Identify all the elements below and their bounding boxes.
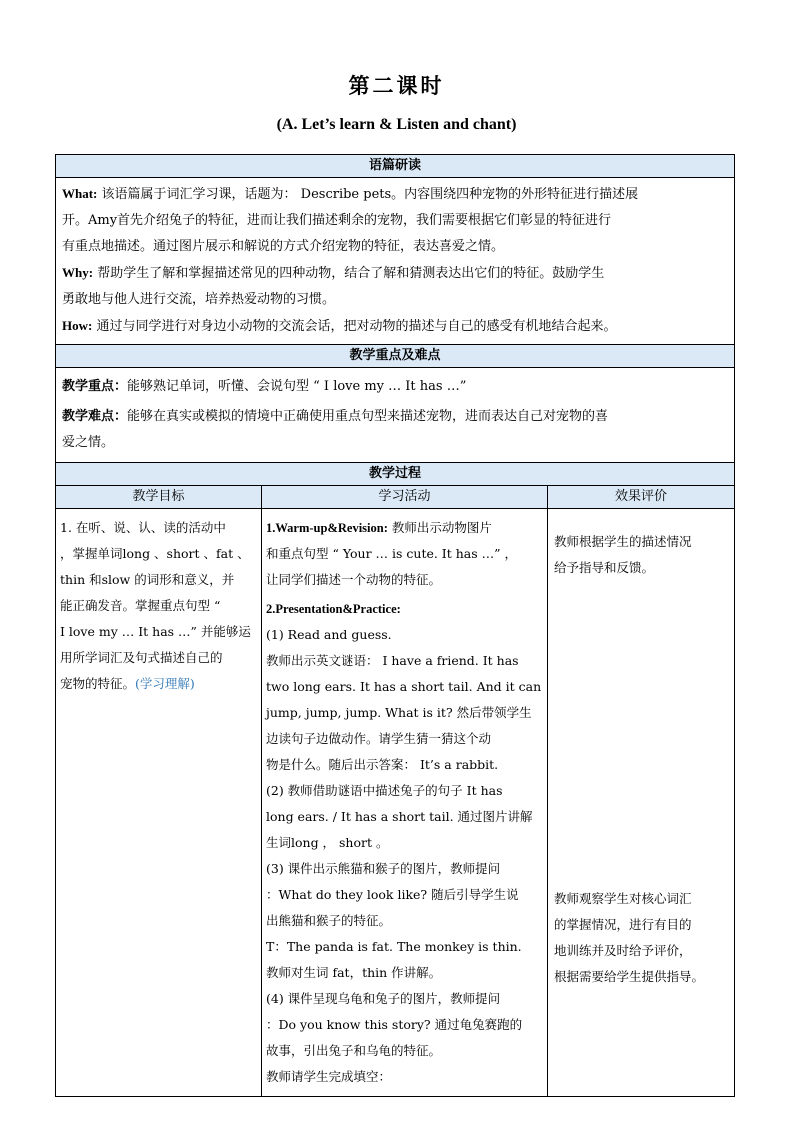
section-heading-process: 教学过程 (56, 463, 735, 486)
column-header-eval: 效果评价 (548, 486, 735, 509)
focus-row (56, 368, 735, 463)
goal-tag: (学习理解) (135, 676, 195, 691)
why-label: Why: (62, 265, 94, 280)
activity-line: jump, jump, jump. What is it? 然后带领学生 (266, 705, 532, 720)
activity-line: (3) 课件出示熊猫和猴子的图片，教师提问 (266, 861, 501, 876)
eval-line: 给予指导和反馈。 (554, 560, 655, 575)
goal-line: 用所学词汇及句式描述自己的 (60, 650, 223, 665)
presentation-label: 2.Presentation&Practice: (266, 602, 401, 616)
what-text-line: 该语篇属于词汇学习课，话题为： Describe pets。内容围绕四种宠物的外形特征进行描述展 (97, 187, 639, 202)
goal-line: 1. 在听、说、认、读的活动中 (60, 520, 226, 535)
activity-line: ：What do they look like? 随后引导学生说 (266, 887, 519, 902)
difficulty-paragraph (62, 404, 728, 430)
activity-line: (4) 课件呈现乌龟和兔子的图片，教师提问 (266, 991, 501, 1006)
column-header-goal: 教学目标 (56, 486, 262, 509)
page-subtitle: (A. Let’s learn & Listen and chant) (276, 116, 517, 133)
eval-line: 的掌握情况，进行有目的 (554, 917, 692, 932)
activity-line: (2) 教师借助谜语中描述兔子的句子 It has (266, 783, 503, 798)
goal-cell (56, 509, 262, 1097)
activity-line: long ears. / It has a short tail. 通过图片讲解 (266, 809, 533, 824)
activity-cell (262, 509, 548, 1097)
eval-line: 根据需要给学生提供指导。 (554, 969, 705, 984)
focus-text: 能够熟记单词，听懂、会说句型 “ I love my … It has …” (127, 379, 467, 394)
warmup-text: 让同学们描述一个动物的特征。 (266, 572, 442, 587)
focus-label: 教学重点： (62, 379, 128, 394)
text-study-row (56, 178, 735, 345)
activity-line: (1) Read and guess. (266, 627, 392, 642)
activity-line: 教师对生词 fat，thin 作讲解。 (266, 965, 442, 980)
eval-block-1 (554, 529, 731, 581)
eval-line: 教师观察学生对核心词汇 (554, 891, 692, 906)
activity-line: 物是什么。随后出示答案： It’s a rabbit. (266, 757, 499, 772)
goal-line: thin 和slow 的词形和意义，并 (60, 572, 235, 587)
activity-line: ：Do you know this story? 通过龟兔赛跑的 (266, 1017, 523, 1032)
section-heading-text-study: 语篇研读 (56, 155, 735, 178)
goal-line: I love my … It has …” 并能够运 (60, 624, 251, 639)
why-text-line: 帮助学生了解和掌握描述常见的四种动物，结合了解和猜测表达出它们的特征。鼓励学生 (93, 266, 605, 281)
warmup-label: 1.Warm-up&Revision: (266, 521, 388, 535)
focus-content (56, 368, 735, 463)
eval-cell (548, 509, 735, 1097)
activity-line: 边读句子边做动作。请学生猜一猜这个动 (266, 731, 492, 746)
section-header-row (56, 345, 735, 368)
section-heading-focus: 教学重点及难点 (56, 345, 735, 368)
page-title: 第二课时 (348, 73, 445, 98)
activity-line: 出熊猫和猴子的特征。 (266, 913, 392, 928)
why-paragraph (62, 260, 728, 287)
warmup-text: 教师出示动物图片 (387, 520, 492, 535)
section-header-row (56, 155, 735, 178)
what-paragraph (62, 181, 728, 208)
goal-last-text: 宠物的特征。 (60, 676, 136, 691)
section-header-row (56, 463, 735, 486)
warmup-text: 和重点句型 “ Your … is cute. It has …” ， (266, 546, 517, 561)
activity-line: T：The panda is fat. The monkey is thin. (266, 939, 522, 954)
what-text-line: 有重点地描述。通过图片展示和解说的方式介绍宠物的特征，表达喜爱之情。 (62, 239, 505, 254)
goal-line (60, 671, 258, 697)
what-label: What: (62, 186, 98, 201)
goal-line: ，掌握单词long 、short 、fat 、 (60, 546, 250, 561)
lesson-table (55, 154, 735, 1097)
difficulty-label: 教学难点： (62, 409, 128, 424)
how-text-line: 通过与同学进行对身边小动物的交流会话，把对动物的描述与自己的感受有机地结合起来。 (92, 319, 617, 334)
activity-line: 教师出示英文谜语： I have a friend. It has (266, 653, 519, 668)
eval-line: 教师根据学生的描述情况 (554, 534, 692, 549)
difficulty-text-line: 爱之情。 (62, 435, 115, 450)
why-text-line: 勇敢地与他人进行交流，培养热爱动物的习惯。 (62, 292, 336, 307)
focus-paragraph (62, 374, 728, 400)
how-paragraph (62, 313, 728, 340)
column-header-row (56, 486, 735, 509)
how-label: How: (62, 318, 93, 333)
difficulty-text-line: 能够在真实或模拟的情境中正确使用重点句型来描述宠物，进而表达自己对宠物的喜 (127, 409, 609, 424)
activity-line: 生词long ， short 。 (266, 835, 389, 850)
eval-block-2 (554, 886, 731, 990)
text-study-content (56, 178, 735, 345)
eval-line: 地训练并及时给予评价， (554, 943, 692, 958)
warmup-paragraph (266, 515, 544, 541)
process-row (56, 509, 735, 1097)
what-text-line: 开。Amy首先介绍兔子的特征，进而让我们描述剩余的宠物，我们需要根据它们彰显的特征进行 (62, 213, 612, 228)
column-header-activity: 学习活动 (262, 486, 548, 509)
activity-line: 故事，引出兔子和乌龟的特征。 (266, 1043, 442, 1058)
activity-line: 教师请学生完成填空： (266, 1069, 392, 1084)
goal-line: 能正确发音。掌握重点句型 “ (60, 598, 221, 613)
activity-line: two long ears. It has a short tail. And it can (266, 679, 542, 694)
